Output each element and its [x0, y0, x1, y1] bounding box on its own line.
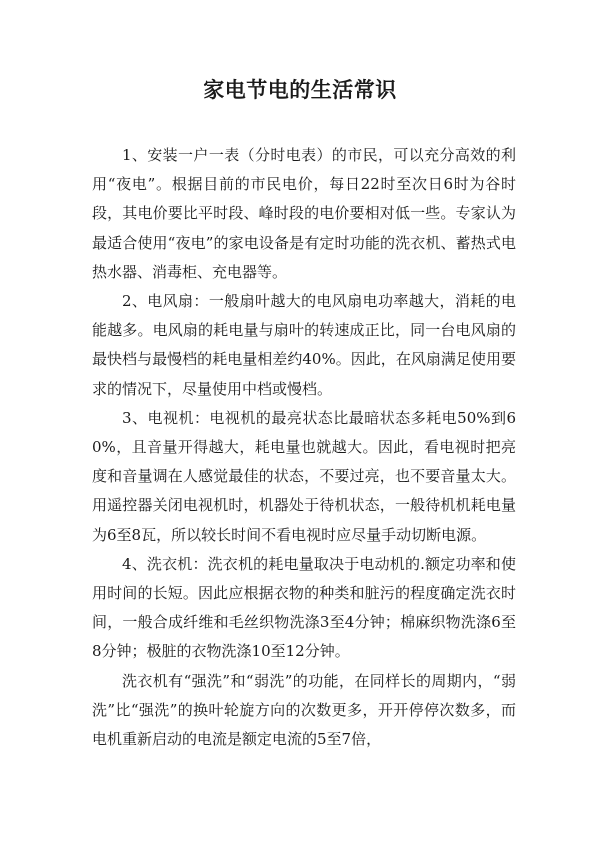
paragraph-2: 2、电风扇：一般扇叶越大的电风扇电功率越大，消耗的电能越多。电风扇的耗电量与扇叶的转速成正比，同一台电风扇的最快档与最慢档的耗电量相差约40%。因此，在风扇满足使用要求的情况下，尽量使用中档或慢档。: [92, 292, 516, 398]
document-body: [92, 141, 516, 754]
paragraph-5: 洗衣机有“强洗”和“弱洗”的功能，在同样长的周期内，“弱洗”比“强洗”的换叶轮旋方向的次数更多，开开停停次数多，而电机重新启动的电流是额定电流的5至7倍，: [92, 671, 516, 749]
paragraph-1: 1、安装一户一表（分时电表）的市民，可以充分高效的利用“夜电”。根据目前的市民电价，每日22时至次日6时为谷时段，其电价要比平时段、峰时段的电价要相对低一些。专家认为最适合使用“夜电”的家电设备是有定时功能的洗衣机、蓄热式电热水器、消毒柜、充电器等。: [92, 146, 516, 281]
paragraph-3: 3、电视机：电视机的最亮状态比最暗状态多耗电50%到60%，且音量开得越大，耗电量也就越大。因此，看电视时把亮度和音量调在人感觉最佳的状态，不要过亮，也不要音量太大。用遥控器关闭电视机时，机器处于待机状态，一般待机机耗电量为6至8瓦，所以较长时间不看电视时应尽量手动切断电源。: [92, 408, 516, 544]
paragraph-4: 4、洗衣机：洗衣机的耗电量取决于电动机的.额定功率和使用时间的长短。因此应根据衣物的种类和脏污的程度确定洗衣时间，一般合成纤维和毛丝织物洗涤3至4分钟；棉麻织物洗涤6至8分钟；极脏的衣物洗涤10至12分钟。: [92, 554, 516, 661]
page-title: 家电节电的生活常识: [203, 78, 397, 102]
